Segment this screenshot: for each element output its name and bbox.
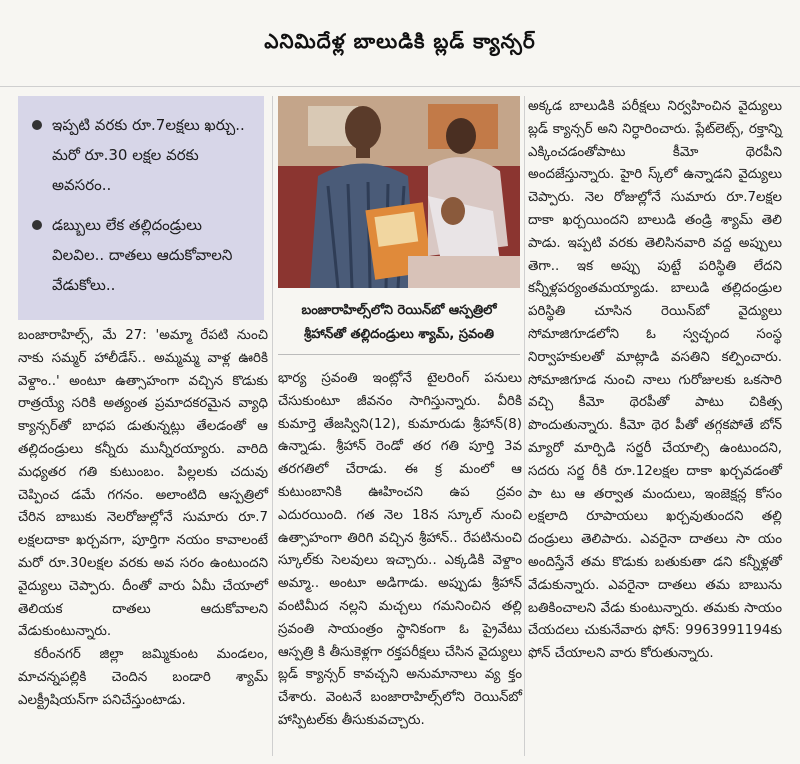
highlight-item (30, 110, 254, 200)
photo-caption-line: శ్రీహాన్‌తో తల్లిదండ్రులు శ్యామ్, స్రవంతి (304, 327, 494, 342)
bullet-icon (32, 120, 42, 130)
column-divider (524, 96, 525, 756)
news-photo (278, 96, 520, 288)
highlight-text: ఇప్పటి వరకు రూ.7లక్షలు ఖర్చు.. మరో రూ.30 లక్షల వరకు అవసరం.. (52, 116, 245, 194)
article-paragraph: అక్కడ బాలుడికి పరీక్షలు నిర్వహించిన వైద్యులు బ్లడ్ క్యాన్సర్ అని నిర్ధారించారు. ప్లేట్‌లెట్స్, రక్తాన్ని ఎక్కించడంతోపాటు కీమో థెరపీని అందజేస్తున్నారు. హైరి స్క్‌లో ఉన్నాడని వైద్యులు చెప్పారు. నెల రోజుల్లోనే సుమారు రూ.7లక్షల దాకా ఖర్చయిందని బాలుడి తండ్రి శ్యామ్ తెలి పాడు. ఇప్పటి వరకు తెలిసినవారి వద్ద అప్పులు తెగా.. ఇక అప్పు పుట్టే పరిస్థితి లేదని కన్నీళ్లపర్యంతమయ్యాడు. బాలుడి తల్లిదండ్రుల పరిస్థితి చూసిన రెయిన్‌బో వైద్యులు సోమాజిగూడలోని ఓ స్వచ్ఛంద సంస్థ నిర్వాహకులతో మాట్లాడి వసతిని కల్పించారు. సోమాజిగూడ నుంచి నాలు గురోజులకు ఒకసారి వచ్చి కీమో థెరపీతో పాటు చికిత్స పొందుతున్నారు. కీమో థెర పీతో తగ్గకపోతే బోన్ మ్యారో మార్పిడి సర్జరీ చేయాల్సి ఉంటుందని, సదరు సర్జ రీకి రూ.12లక్షల దాకా ఖర్చవడంతో పా టు ఆ తర్వాత మందులు, ఇంజెక్షన్ల కోసం లక్షలాది రూపాయలు ఖర్చవుతుందని తల్లి దండ్రులు తెలిపారు. ఎవరైనా దాతలు సా యం అందిస్తేనే తమ కొడుకు బతుకుతా డని కన్నీళ్లతో వేడుకున్నారు. ఎవరైనా దాతలు తమ బాబును బతికించాలని వేడు కుంటున్నారు. తమకు సాయం చేయదలు చుకునేవారు ఫోన్: 9963991194కు ఫోన్ చేయాలని వారు కోరుతున్నారు. (528, 99, 782, 662)
highlight-text: డబ్బులు లేక తల్లిదండ్రులు విలవిల.. దాతలు ఆదుకోవాలని వేడుకోలు.. (52, 216, 233, 294)
article-column-1 (18, 325, 268, 713)
article-paragraph: బంజారాహిల్స్, మే 27: 'అమ్మా రేపటి నుంచి నాకు సమ్మర్ హాలీడేస్.. అమ్మమ్మ వాళ్ల ఊరికి వెళ్దాం..' అంటూ ఉత్సాహంగా వచ్చిన కొడుకు రాత్రయ్యే సరికి అత్యంత ప్రమాదకరమైన వ్యాధి క్యాన్సర్‌తో బాధప డుతున్నట్లు తేలడంతో ఆ తల్లిదండ్రులు కన్నీరు మున్నీరయ్యారు. వారిది మధ్యతర గతి కుటుంబం. పిల్లలకు చదువు చెప్పించ డమే గగనం. అలాంటిది ఆస్పత్రిలో చేరిన బాబుకు నెలరోజుల్లోనే సుమారు రూ.7 లక్షలదాకా ఖర్చవగా, పూర్తిగా నయం కావాలంటే మరో రూ.30లక్షల వరకు అవ సరం ఉంటుందని వైద్యులు చెప్పారు. దీంతో వారు ఏమీ చేయాలో తెలియక దాతలు ఆదుకోవాలని వేడుకుంటున్నారు. (18, 328, 268, 640)
article-column-3 (528, 96, 782, 666)
highlight-item (30, 210, 254, 300)
photo-caption-line: బంజారాహిల్స్‌లోని రెయిన్‌బో ఆస్పత్రిలో (301, 303, 497, 318)
headline: ఎనిమిదేళ్ల బాలుడికి బ్లడ్ క్యాన్సర్ (0, 0, 800, 87)
news-photo-image (278, 96, 520, 288)
highlights-box (18, 96, 264, 320)
column-divider (272, 96, 273, 756)
bullet-icon (32, 220, 42, 230)
photo-caption (278, 292, 520, 355)
article-paragraph: కరీంనగర్ జిల్లా జమ్మికుంట మండలం, మాచన్నపల్లికి చెందిన బండారి శ్యామ్ ఎలక్ట్రీషియన్‌గా పనిచేస్తుంటాడు. (18, 647, 268, 708)
article-paragraph: భార్య స్రవంతి ఇంట్లోనే టైలరింగ్ పనులు చేసుకుంటూ జీవనం సాగిస్తున్నారు. వీరికి కుమార్తె తేజస్విని(12), కుమారుడు శ్రీహాన్(8) ఉన్నాడు. శ్రీహాన్ రెండో తర గతి పూర్తి 3వ తరగతిలో చేరాడు. ఈ క్ర మంలో ఆ కుటుంబానికి ఊహించని ఉప ద్రవం ఎదురయింది. గత నెల 18న స్కూల్ నుంచి ఉత్సాహంగా తిరిగి వచ్చిన శ్రీహాన్.. రేపటినుంచి స్కూల్‌కు సెలవులు ఇచ్చారు.. ఎక్కడికి వెళ్దాం అమ్మా.. అంటూ అడిగాడు. అప్పుడు శ్రీహాన్ వంటిమీద నల్లని మచ్చలు గమనించిన తల్లి స్రవంతి సాయంత్రం స్థానికంగా ఓ ప్రైవేటు ఆస్పత్రి కి తీసుకెళ్లగా రక్తపరీక్షలు చేసిన వైద్యులు బ్లడ్ క్యాన్సర్ కావచ్చని అనుమానాలు వ్య క్తం చేశారు. వెంటనే బంజారాహిల్స్‌లోని రెయిన్‌బో హాస్పిటల్‌కు తీసుకువచ్చారు. (278, 371, 522, 728)
article-column-2 (278, 368, 522, 733)
